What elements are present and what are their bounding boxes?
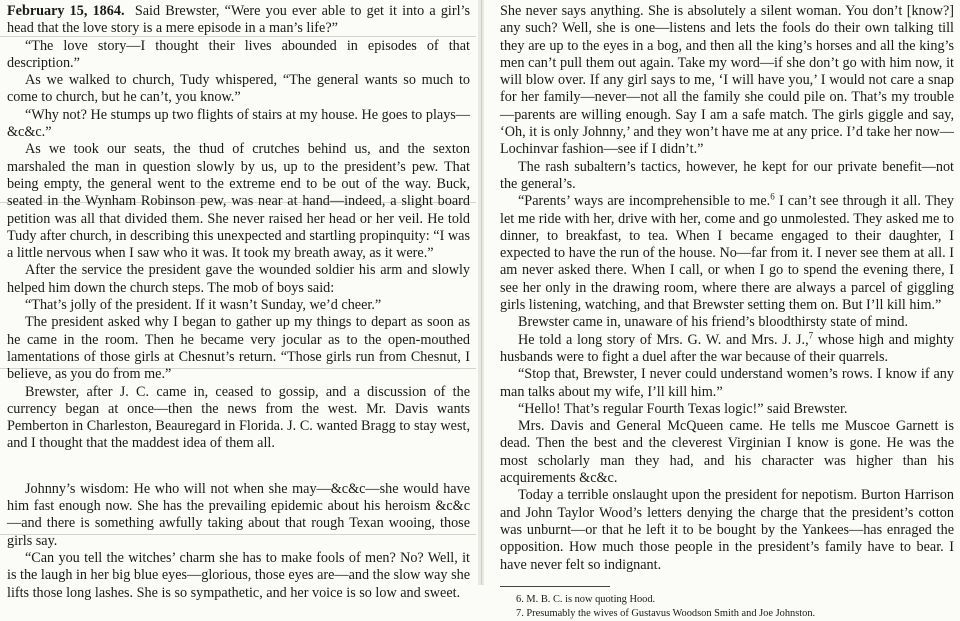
right-page bbox=[486, 0, 960, 619]
footnote-ref[interactable]: 6 bbox=[770, 191, 775, 202]
footnote: 6. M. B. C. is now quoting Hood. bbox=[516, 593, 656, 605]
paragraph: Johnny’s wisdom: He who will not when she may—&c&c—she would have him fast enough now. She has the prevailing epidemic about his heroism &c&c—and there is something awfully taking about that rough Texan wooing, those girls say. bbox=[7, 480, 470, 549]
paragraph-text: Said Brewster, “Were you ever able to get it into a girl’s head that the love story is a mere episode in a man’s life?” bbox=[7, 3, 471, 37]
paragraph: Today a terrible onslaught upon the president for nepotism. Burton Harrison and John Taylor Wood’s letters denying the charge that the president’s cotton was unburnt—or that he left it to be bought by the Yankees—has enraged the opposition. How much those people in the president’s family have to bear. I have never felt so indignant. bbox=[500, 487, 954, 573]
footnote-ref[interactable]: 7 bbox=[808, 329, 814, 340]
paragraph: The rash subaltern’s tactics, however, he kept for our private benefit—not the general’s. bbox=[500, 158, 954, 192]
diary-entry-opening bbox=[7, 3, 470, 38]
paragraph-text: whose high and mighty husbands were to fight a duel after the war because of their quarrels. bbox=[500, 331, 954, 365]
paragraph: Mrs. Davis and General McQueen came. He tells me Muscoe Garnett is dead. Then the best and the cleverest Virginian I know is gone. He was the most scholarly man they had, and his character was higher than his acquirements &c&c. bbox=[500, 418, 954, 487]
paragraph-text: I can’t see through it all. They let me ride with her, drive with her, come and go unmolested. They asked me to dinner, to breakfast, to tea. When I became engaged to their daughter, I expected to have the run of the house. No—far from it. I never see them at all. I am never asked there. When I call, or when I go to spend the evening there, I see her only in the drawing room, where there are always a parcel of giggling girls listening, watching, and that Brewster setting them on. But I’ll kill him.” bbox=[500, 193, 955, 314]
footnote: 7. Presumably the wives of Gustavus Woodson Smith and Joe Johnston. bbox=[516, 607, 816, 619]
paragraph: Brewster, after J. C. came in, ceased to gossip, and a discussion of the currency began at once—then the news from the west. Mr. Davis wants Pemberton in Charleston, Beauregard in Florida. J. C. wanted Bragg to stay west, and I thought that the maddest idea of them all. bbox=[7, 383, 470, 452]
paragraph: The president asked why I began to gather up my things to depart as soon as he came in the room. Then he became very jocular as to the open-mouthed lamentations of those girls at Chesnut’s return. “Those girls run from Chesnut, I believe, as you do from me.” bbox=[7, 314, 470, 383]
paragraph: “That’s jolly of the president. If it wasn’t Sunday, we’d cheer.” bbox=[25, 297, 382, 314]
paragraph bbox=[500, 193, 954, 314]
paragraph bbox=[500, 329, 954, 367]
paragraph: As we walked to church, Tudy whispered, “The general wants so much to come to church, but he can’t, you know.” bbox=[7, 72, 470, 106]
paragraph: She never says anything. She is absolutely a silent woman. You don’t [know?] any such? Well, she is one—listens and lets the fools do their own talking till they are up to the eyes in a bog, and then all the king’s horses and all the king’s men can’t pull them out again. Take my word—if she don’t go with him now, it will blow over. If any girl says to me, ‘I will have you,’ I would not care a snap for her family—never—not all the family she could pile on. That’s my trouble—parents are willing enough. Say I am a safe match. The girls giggle and say, ‘Oh, it is only Johnny,’ and they won’t have me at any price. I’d take her now—Lochinvar fashion—see if I didn’t.” bbox=[500, 3, 954, 158]
paragraph: As we took our seats, the thud of crutches behind us, and the sexton marshaled the man in question slowly by us, up to the president’s pew. That being empty, the general went to the extreme end to be out of the way. Buck, seated in the Wynham Robinson pew, was near at hand—indeed, a slight board petition was all that divided them. She never raised her head or her veil. He told Tudy after church, in describing this unexpected and startling propinquity: “I was a little nervous when I saw who it was. It took my breath away, as it were.” bbox=[7, 141, 470, 262]
section-break bbox=[7, 453, 470, 481]
paragraph-text: He told a long story of Mrs. G. W. and Mrs. J. J., bbox=[518, 331, 809, 348]
paragraph: “Hello! That’s regular Fourth Texas logic!” said Brewster. bbox=[518, 400, 848, 417]
entry-date: February 15, 1864. bbox=[7, 3, 125, 19]
left-page bbox=[0, 0, 476, 601]
gutter-divider bbox=[481, 0, 482, 585]
paragraph-text: “Parents’ ways are incomprehensible to me. bbox=[518, 193, 771, 210]
paragraph: Brewster came in, unaware of his friend’s bloodthirsty state of mind. bbox=[518, 314, 909, 331]
paragraph: “Stop that, Brewster, I never could understand women’s rows. I know if any man talks about my wife, I’ll kill him.” bbox=[500, 366, 954, 400]
footnote-divider bbox=[500, 586, 610, 587]
paragraph: After the service the president gave the wounded soldier his arm and slowly helped him down the church steps. The mob of boys said: bbox=[7, 262, 470, 296]
paragraph: “Why not? He stumps up two flights of stairs at my house. He goes to plays—&c&c.” bbox=[7, 106, 470, 141]
paragraph: “The love story—I thought their lives abounded in episodes of that description.” bbox=[7, 37, 470, 71]
paragraph: “Can you tell the witches’ charm she has to make fools of men? No? Well, it is the laugh in her big blue eyes—glorious, those eyes are—and the slow way she lifts those long lashes. She is so sympathetic, and her voice is so low and sweet. bbox=[7, 549, 470, 601]
